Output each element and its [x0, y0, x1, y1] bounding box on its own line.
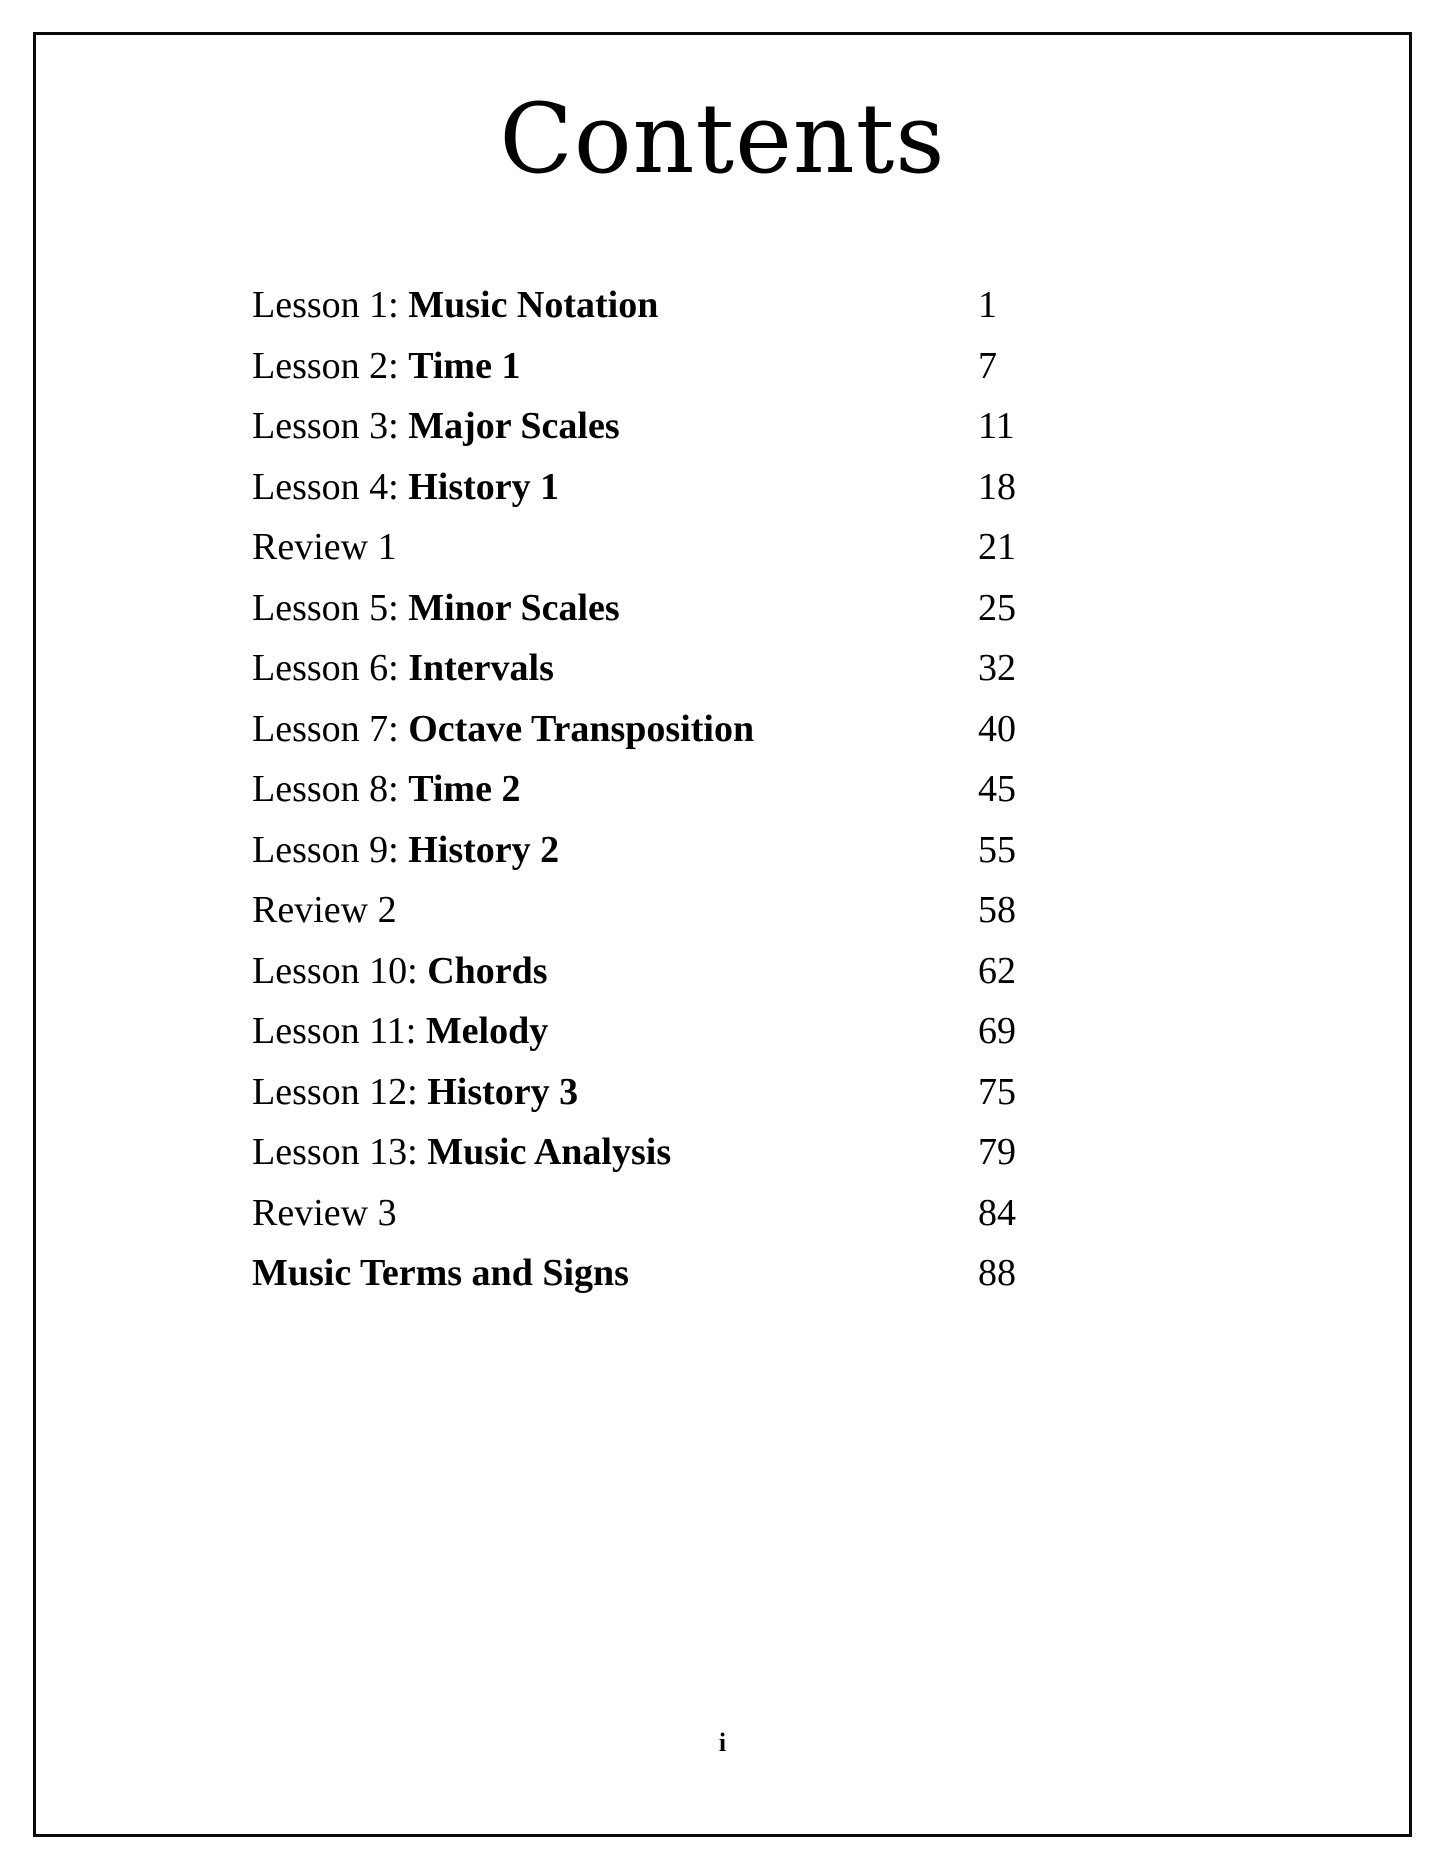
- toc-entry-label[interactable]: [252, 457, 559, 518]
- toc-entry-row[interactable]: [36, 1243, 1409, 1304]
- toc-entry-title: Chords: [427, 949, 548, 992]
- toc-entry-title: Music Terms and Signs: [252, 1252, 629, 1294]
- toc-entry-prefix: Lesson 13:: [252, 1131, 428, 1173]
- toc-entry-label[interactable]: [252, 759, 520, 820]
- toc-entry-title: Music Notation: [408, 284, 659, 326]
- toc-entry-prefix: Lesson 2:: [252, 344, 409, 387]
- toc-entry-page-number: 1: [978, 284, 997, 326]
- toc-entry-title: History 3: [427, 1070, 579, 1113]
- toc-entry-title: Time 1: [408, 344, 521, 387]
- toc-entry-page-number: 55: [978, 828, 1016, 871]
- toc-entry-page-number: 79: [978, 1131, 1016, 1173]
- toc-entry-prefix: Lesson 9:: [252, 828, 409, 871]
- toc-entry-row[interactable]: [36, 1062, 1409, 1123]
- toc-entry-prefix: Lesson 3:: [252, 405, 409, 447]
- toc-entry-label[interactable]: [252, 336, 520, 397]
- toc-entry-label[interactable]: [252, 820, 559, 881]
- toc-entry-prefix: Lesson 6:: [252, 647, 409, 689]
- toc-entry-row[interactable]: [36, 638, 1409, 699]
- toc-entry-page-number: 45: [978, 768, 1016, 810]
- toc-entry-title: Major Scales: [408, 405, 620, 447]
- toc-entry-title: Minor Scales: [408, 586, 620, 629]
- toc-entry-title: Review 1: [252, 526, 397, 568]
- toc-entry-page-number: 69: [978, 1010, 1016, 1052]
- toc-entry-title: Octave Transposition: [408, 707, 755, 750]
- toc-entry-page-number: 88: [978, 1252, 1016, 1294]
- toc-entry-row[interactable]: [36, 941, 1409, 1002]
- page-folio-number: i: [718, 1728, 727, 1757]
- toc-entry-label[interactable]: [252, 1001, 548, 1062]
- page-content: [36, 35, 1409, 1834]
- toc-entry-row[interactable]: [36, 336, 1409, 397]
- toc-entry-prefix: Lesson 8:: [252, 768, 409, 810]
- toc-entry-prefix: Lesson 4:: [252, 465, 409, 508]
- toc-entry-prefix: Lesson 7:: [252, 707, 409, 750]
- toc-entry-page-number: 18: [978, 465, 1016, 508]
- toc-entry-title: History 1: [408, 465, 560, 508]
- toc-entry-page-number: 40: [978, 707, 1016, 750]
- toc-entry-title: Melody: [425, 1010, 549, 1052]
- toc-entry-prefix: Lesson 5:: [252, 586, 409, 629]
- toc-entry-row[interactable]: [36, 759, 1409, 820]
- toc-entry-page-number: 25: [978, 586, 1016, 629]
- toc-entry-row[interactable]: [36, 1001, 1409, 1062]
- page-border-frame: [33, 32, 1412, 1837]
- toc-entry-title: Music Analysis: [427, 1131, 672, 1173]
- toc-entry-label[interactable]: [252, 1243, 629, 1304]
- toc-entry-label[interactable]: [252, 941, 548, 1002]
- toc-entry-page-number: 32: [978, 647, 1016, 689]
- toc-entry-title: Intervals: [408, 647, 554, 689]
- page-title: Contents: [499, 83, 946, 195]
- toc-entry-label[interactable]: [252, 275, 658, 336]
- toc-entry-page-number: 58: [978, 889, 1016, 931]
- toc-entry-row[interactable]: [36, 820, 1409, 881]
- toc-entry-label[interactable]: [252, 638, 554, 699]
- toc-entry-row[interactable]: [36, 880, 1409, 941]
- toc-entry-prefix: Lesson 12:: [252, 1070, 428, 1113]
- toc-entry-label[interactable]: [252, 1122, 671, 1183]
- toc-entry-label[interactable]: [252, 699, 754, 760]
- toc-entry-page-number: 62: [978, 949, 1016, 992]
- toc-entry-page-number: 84: [978, 1191, 1016, 1234]
- toc-entry-title: Review 3: [252, 1191, 397, 1234]
- toc-entry-row[interactable]: [36, 396, 1409, 457]
- table-of-contents-list: [36, 275, 1409, 1304]
- toc-entry-page-number: 11: [978, 405, 1015, 447]
- toc-entry-row[interactable]: [36, 1183, 1409, 1244]
- toc-entry-label[interactable]: [252, 578, 620, 639]
- toc-entry-prefix: Lesson 1:: [252, 284, 409, 326]
- toc-entry-label[interactable]: [252, 880, 397, 941]
- toc-entry-prefix: Lesson 11:: [252, 1010, 426, 1052]
- toc-entry-page-number: 21: [978, 526, 1016, 568]
- toc-entry-title: History 2: [408, 828, 560, 871]
- toc-entry-row[interactable]: [36, 457, 1409, 518]
- toc-entry-label[interactable]: [252, 517, 397, 578]
- toc-entry-row[interactable]: [36, 1122, 1409, 1183]
- toc-entry-label[interactable]: [252, 396, 620, 457]
- toc-entry-row[interactable]: [36, 578, 1409, 639]
- toc-entry-row[interactable]: [36, 275, 1409, 336]
- toc-entry-page-number: 7: [978, 344, 997, 387]
- toc-entry-title: Time 2: [408, 768, 521, 810]
- toc-entry-title: Review 2: [252, 889, 397, 931]
- toc-entry-row[interactable]: [36, 517, 1409, 578]
- toc-entry-row[interactable]: [36, 699, 1409, 760]
- toc-entry-prefix: Lesson 10:: [252, 949, 428, 992]
- toc-entry-page-number: 75: [978, 1070, 1016, 1113]
- toc-entry-label[interactable]: [252, 1062, 578, 1123]
- toc-entry-label[interactable]: [252, 1183, 397, 1244]
